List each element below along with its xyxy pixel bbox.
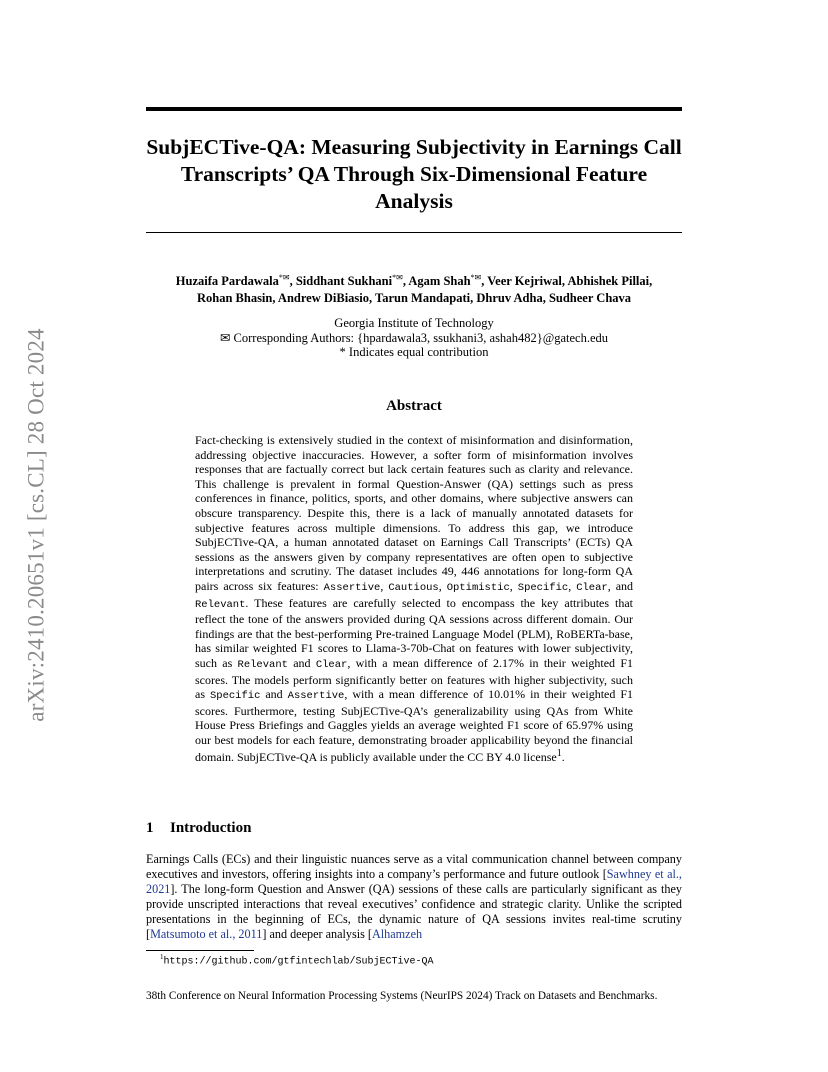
title-top-rule (146, 107, 682, 111)
repository-link[interactable]: https://github.com/gtfintechlab/SubjECTive-QA (163, 956, 434, 968)
author-name: Abhishek Pillai, (567, 274, 653, 289)
introduction-body: Earnings Calls (ECs) and their linguistic nuances serve as a vital communication channel between company executives and investors, offering insights into a company’s performance and future outlook [Sawhney et al., 2021]. The long-form Question and Answer (QA) sessions of these calls are particularly significant as they provide unscripted interactions that reveal executives’ confidence and strategic clarity. Unlike the scripted presentations in the beginning of ECs, the dynamic nature of QA sessions invites real-time scrutiny [Matsumoto et al., 2011] and deeper analysis [Alhamzeh (146, 852, 682, 941)
footnote (160, 953, 660, 968)
citation-link[interactable]: Matsumoto et al., 2011 (150, 926, 263, 941)
author-line-1: Huzaifa Pardawala*✉, Siddhant Sukhani*✉, Agam Shah*✉, Veer Kejriwal, Abhishek Pillai, (175, 273, 653, 289)
author-name: Siddhant Sukhani (295, 274, 393, 289)
feature-clear-ref: Clear (315, 658, 348, 671)
author-line-2: Rohan Bhasin, Andrew DiBiasio, Tarun Mandapati, Dhruv Adha, Sudheer Chava (196, 291, 632, 306)
author-mark: *✉ (470, 273, 482, 282)
feature-assertive-ref: Assertive (287, 690, 345, 703)
feature-optimistic: Optimistic (446, 581, 510, 594)
feature-specific-ref: Specific (209, 690, 261, 703)
feature-assertive: Assertive (323, 581, 381, 594)
author-list (146, 269, 682, 307)
author-name: Veer Kejriwal (487, 274, 562, 289)
abstract-heading: Abstract (386, 398, 442, 414)
footnote-mark: 1 (160, 953, 164, 961)
feature-cautious: Cautious (388, 581, 439, 594)
section-number: 1 (146, 820, 154, 836)
feature-relevant: Relevant (195, 598, 246, 611)
author-name: Huzaifa Pardawala (175, 274, 279, 289)
feature-relevant-ref: Relevant (237, 658, 288, 671)
arxiv-identifier-text: arXiv:2410.20651v1 [cs.CL] 28 Oct 2024 (24, 328, 49, 722)
author-mark: *✉ (392, 273, 403, 282)
affiliation-block (146, 316, 682, 360)
citation-link[interactable]: Alhamzeh (371, 926, 423, 941)
author-mark: *✉ (278, 273, 290, 282)
title-bottom-rule (146, 232, 682, 233)
corresponding-authors: ✉ Corresponding Authors: {hpardawala3, ssukhani3, ashah482}@gatech.edu (219, 330, 609, 345)
footnote-rule (146, 950, 254, 951)
paper-title: SubjECTive-QA: Measuring Subjectivity in Earnings Call Transcripts’ QA Through Six-Dimensional Feature Analysis (146, 135, 682, 213)
venue-footer: 38th Conference on Neural Information Processing Systems (NeurIPS 2024) Track on Datasets and Benchmarks. (146, 990, 658, 1002)
feature-specific: Specific (517, 581, 569, 594)
equal-contribution-note: * Indicates equal contribution (339, 345, 489, 359)
author-name: Agam Shah (408, 274, 471, 289)
section-title: Introduction (170, 820, 252, 836)
arxiv-identifier-stamp (24, 290, 50, 760)
footnote-ref[interactable]: 1 (556, 748, 562, 760)
abstract-body: Fact-checking is extensively studied in the context of misinformation and disinformation, addressing objective inaccuracies. However, a softer form of misinformation involves responses that are factually correct but lack certain features such as clarity and relevance. This challenge is prevalent in formal Question-Answer (QA) settings such as press conferences in finance, politics, sports, and other domains, where subjective answers can obscure transparency. Despite this, there is a lack of manually annotated datasets for subjective features across multiple dimensions. To address this gap, we introduce SubjECTive-QA, a human annotated dataset on Earnings Call Transcripts’ (ECTs) QA sessions as the answers given by company representatives are often open to subjective interpretations and scrutiny. The dataset includes 49, 446 annotations for long-form QA pairs across six features: Assertive, Cautious, Optimistic, Specific, Clear, and Relevant. These features are carefully selected to encompass the key attributes that reflect the tone of the answers provided during QA sessions across different domain. Our findings are that the best-performing Pre-trained Language Model (PLM), RoBERTa-base, has similar weighted F1 scores to Llama-3-70b-Chat on features with lower subjectivity, such as Relevant and Clear, with a mean difference of 2.17% in their weighted F1 scores. The models perform significantly better on features with higher subjectivity, such as Specific and Assertive, with a mean difference of 10.01% in their weighted F1 scores. Furthermore, testing SubjECTive-QA’s generalizability using QAs from White House Press Briefings and Gaggles yields an average weighted F1 score of 65.97% using our best models for each feature, demonstrating broader applicability beyond the financial domain. SubjECTive-QA is publicly available under the CC BY 4.0 license$^1$. (195, 433, 634, 765)
feature-clear: Clear (576, 581, 608, 594)
citation-link[interactable]: Sawhney et al., 2021 (146, 866, 682, 896)
annotation-count: 49, 446 (441, 564, 480, 579)
section-heading-introduction (146, 820, 682, 837)
institution: Georgia Institute of Technology (334, 316, 494, 330)
